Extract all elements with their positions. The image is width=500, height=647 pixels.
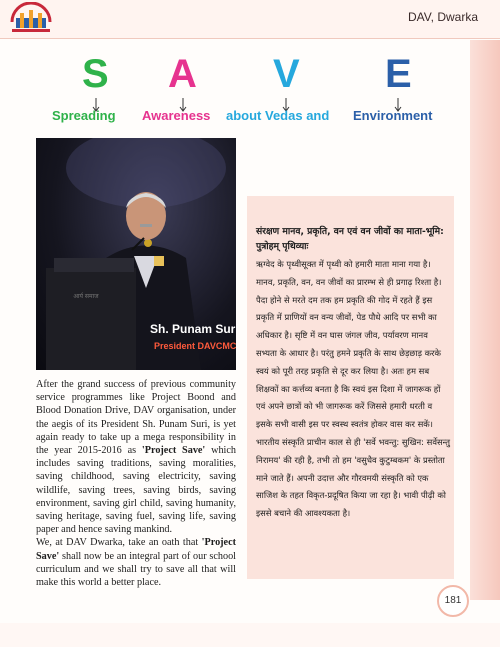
save-letters xyxy=(0,52,500,102)
podium-text: आर्य समाज xyxy=(73,293,99,300)
word-awareness: Awareness xyxy=(142,108,211,123)
english-article xyxy=(36,378,236,589)
decorative-stripe xyxy=(470,40,500,600)
english-paragraph-1 xyxy=(36,378,236,536)
photo-caption-title: President DAVCMC xyxy=(154,341,237,351)
letter-s: S xyxy=(82,52,109,96)
english-paragraph-2 xyxy=(36,536,236,589)
word-spreading: Spreading xyxy=(52,108,116,123)
english-text: which includes saving traditions, saving moralities, saving childhood, saving electricity, saving wildlife, saving trees, saving birds, saving environment, saving girl child, saving humanity, saving heritage, saving fuel, saving life, saving paper and hence saving mankind. xyxy=(36,445,237,536)
word-about-vedas: about Vedas and xyxy=(226,108,330,123)
letter-v: V xyxy=(273,52,300,96)
project-save-bold: 'Project Save' xyxy=(36,537,236,562)
letter-a: A xyxy=(168,52,197,96)
project-save-bold: 'Project Save' xyxy=(141,445,206,457)
letter-e: E xyxy=(385,52,412,96)
footer-strip xyxy=(0,623,500,647)
school-logo-icon xyxy=(6,2,56,36)
photo-caption-name: Sh. Punam Suri xyxy=(150,322,239,336)
hindi-heading: संरक्षण मानव, प्रकृति, वन एवं वन जीवों का माता-भूमि: पुत्रोहम् पृथिव्याः xyxy=(256,226,444,252)
word-environment: Environment xyxy=(353,108,433,123)
header-title: DAV, Dwarka xyxy=(407,10,478,24)
page-number: 181 xyxy=(437,585,469,617)
english-text: After the grand success of previous community service programmes like Project Boond and Blood Donation Drive, DAV organisation, under the aegis of its President Sh. Punam Suri, is yet again ready to take up a mega responsibility in the year 2015-2016 as xyxy=(36,379,236,457)
english-text: shall now be an integral part of our school curriculum and we shall try to save all that will make this world a better place. xyxy=(36,550,236,589)
english-text: We, at DAV Dwarka, take an oath that xyxy=(36,537,202,549)
hindi-body: ऋग्वेद के पृथ्वीसूक्त में पृथ्वी को हमारी माता माना गया है। मानव, प्रकृति, वन, वन जीवों का प्रारम्भ से ही प्रगाढ़ रिश्ता है। पैदा होने से मरते दम तक हम प्रकृति की गोद में रहते हैं इस प्रकृति में प्राणियों वन वन्य जीवों, पेड पौधे आदि पर सभी का अधिकार है। सृष्टि में वन घास जंगल जीव, पर्यावरण मानव सभ्यता के आधार है। परंतु हमने प्रकृति के साथ छेड़छाड़ करके स्वयं को पूरी तरह प्रकृति से दूर कर लिया है। अतः हम सब शिक्षकों का कर्त्तव्य बनता है कि स्वयं इस दिशा में जागरूक हों एवं अपने छात्रों को भी जागरूक करें जिससे हमारी धरती व इसके सभी वासी इस पर स्वस्थ स्वतंत्र होकर वास कर सकें। भारतीय संस्कृति प्राचीन काल से ही 'सर्वे भवन्तु: सुखिन: सर्वेसन्तु निरामय' की रही है, तभी तो हम 'वसुधैव कुटुम्बकम' के प्रस्तोता माने जाते हैं। अपनी उदात्त और गौरवमयी संस्कृति को एक साजिश के तहत विकृत-प्रदूषित किया जा रहा है। भावी पीढ़ी को इससे बचाने की आवश्यकता है। xyxy=(256,259,450,519)
header-bar xyxy=(0,0,500,39)
